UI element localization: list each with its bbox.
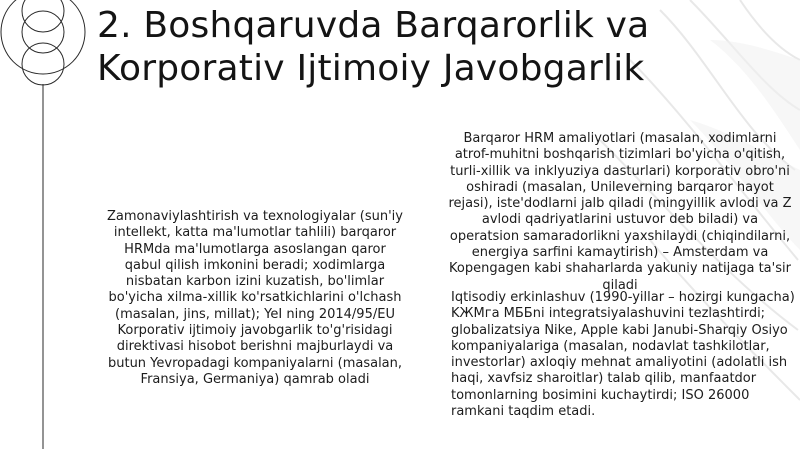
- slide-title: 2. Boshqaruvda Barqarorlik va Korporativ Ijtimoiy Javobgarlik: [97, 5, 650, 89]
- right-paragraph-top: Barqaror HRM amaliyotlari (masalan, xodimlarni atrof-muhitni boshqarish tizimlari bo'yicha o'qitish, turli-xillik va inklyuziya dasturlari) korporativ obro'ni oshiradi (masalan, Unileverning barqaror hayot rejasi), iste'dodlarni jalb qiladi (mingyillik avlodi va Z avlodi qadriyatlarini ustuvor deb biladi) va operatsion samaradorlikni yaxshilaydi (chiqindilarni, energiya sarfini kamaytirish) – Amsterdam va Kopengagen kabi shaharlarda yakuniy natijaga ta'sir qiladi: [448, 131, 792, 293]
- decorative-circles-line-art: [0, 0, 92, 449]
- deco-circle-top: [22, 0, 64, 32]
- left-paragraph: Zamonaviylashtirish va texnologiyalar (sun'iy intellekt, katta ma'lumotlar tahlili) barqaror HRMda ma'lumotlarga asoslangan qaror qabul qilish imkonini beradi; xodimlarga nisbatan karbon izini kuzatish, bo'limlar bo'yicha xilma-xillik ko'rsatkichlarini o'lchash (masalan, jins, millat); YeI ning 2014/95/EU Korporativ ijtimoiy javobgarlik to'g'risidagi direktivasi hisobot berishni majburlaydi va butun Yevropadagi kompaniyalarni (masalan, Fransiya, Germaniya) qamrab oladi: [107, 209, 403, 387]
- right-paragraph-bottom: Iqtisodiy erkinlashuv (1990-yillar – hozirgi kungacha) KЖМга МББni integratsiyalashuvini tezlashtirdi; globalizatsiya Nike, Apple kabi Janubi-Sharqiy Osiyo kompaniyalariga (masalan, nodavlat tashkilotlar, investorlar) axloqiy mehnat amaliyotini (adolatli ish haqi, xavfsiz sharoitlar) talab qilib, manfaatdor tomonlarning bosimini kuchaytirdi; ISO 26000 ramkani taqdim etadi.: [451, 290, 795, 420]
- deco-circle-bottom: [22, 43, 64, 85]
